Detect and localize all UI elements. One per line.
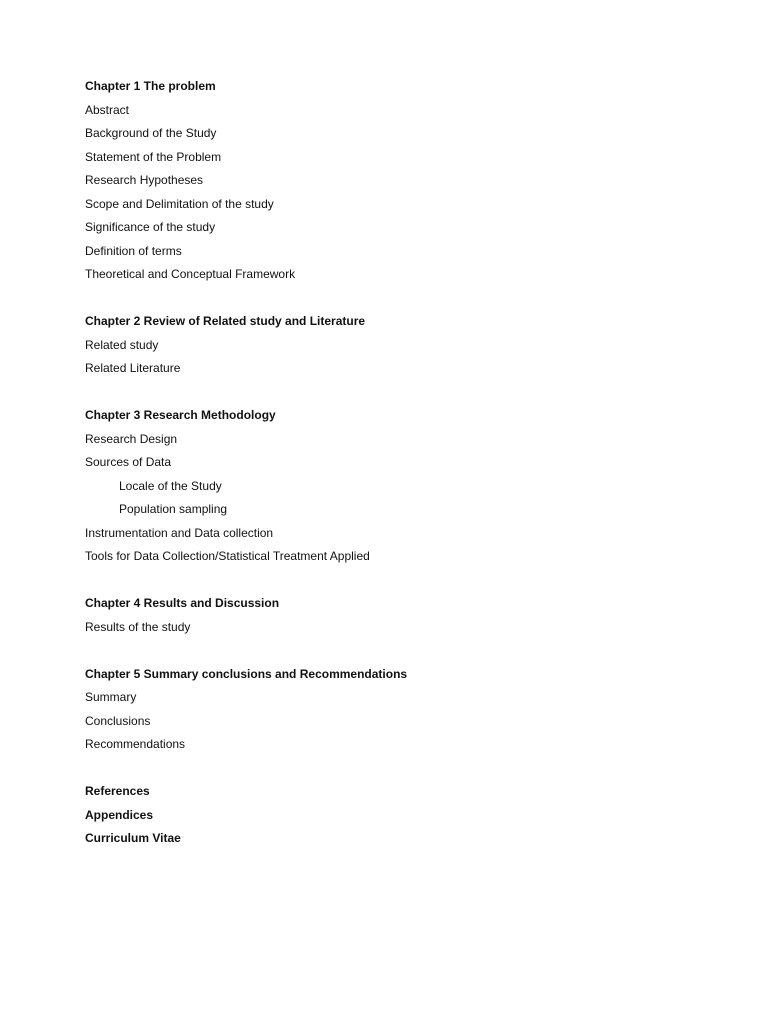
toc-item: Research Hypotheses: [85, 173, 204, 187]
toc-item: Results of the study: [85, 619, 191, 634]
toc-subitem: Population sampling: [119, 502, 228, 516]
section-chapter-3: [85, 405, 705, 570]
toc-item: Abstract: [85, 102, 130, 117]
section-chapter-5: [85, 664, 705, 758]
toc-item: Conclusions: [85, 713, 151, 728]
section-back-matter: [85, 781, 705, 852]
toc-item: Tools for Data Collection/Statistical Treatment Applied: [85, 549, 370, 563]
toc-item: Scope and Delimitation of the study: [85, 196, 274, 211]
section-chapter-1: [85, 76, 705, 288]
toc-item: Research Design: [85, 431, 178, 446]
chapter-2-heading: Chapter 2 Review of Related study and Literature: [85, 314, 366, 328]
toc-item: Related Literature: [85, 361, 181, 375]
chapter-5-heading: Chapter 5 Summary conclusions and Recommendations: [85, 666, 408, 681]
toc-item: Instrumentation and Data collection: [85, 525, 274, 540]
chapter-3-heading: Chapter 3 Research Methodology: [85, 408, 276, 422]
section-chapter-2: [85, 311, 705, 382]
toc-item: Statement of the Problem: [85, 149, 222, 164]
references-heading: References: [85, 784, 150, 798]
curriculum-vitae-heading: Curriculum Vitae: [85, 831, 181, 845]
toc-item: Definition of terms: [85, 243, 182, 258]
toc-item: Recommendations: [85, 737, 186, 751]
toc-item: Sources of Data: [85, 455, 172, 469]
toc-item: Background of the Study: [85, 126, 217, 140]
toc-item: Related study: [85, 337, 159, 352]
chapter-1-heading: Chapter 1 The problem: [85, 79, 216, 93]
toc-subitem: Locale of the Study: [119, 478, 222, 493]
toc-item: Theoretical and Conceptual Framework: [85, 267, 296, 281]
chapter-4-heading: Chapter 4 Results and Discussion: [85, 596, 280, 610]
toc-item: Summary: [85, 690, 137, 704]
table-of-contents: [85, 76, 705, 875]
section-chapter-4: [85, 593, 705, 640]
toc-item: Significance of the study: [85, 220, 216, 234]
appendices-heading: Appendices: [85, 807, 154, 822]
